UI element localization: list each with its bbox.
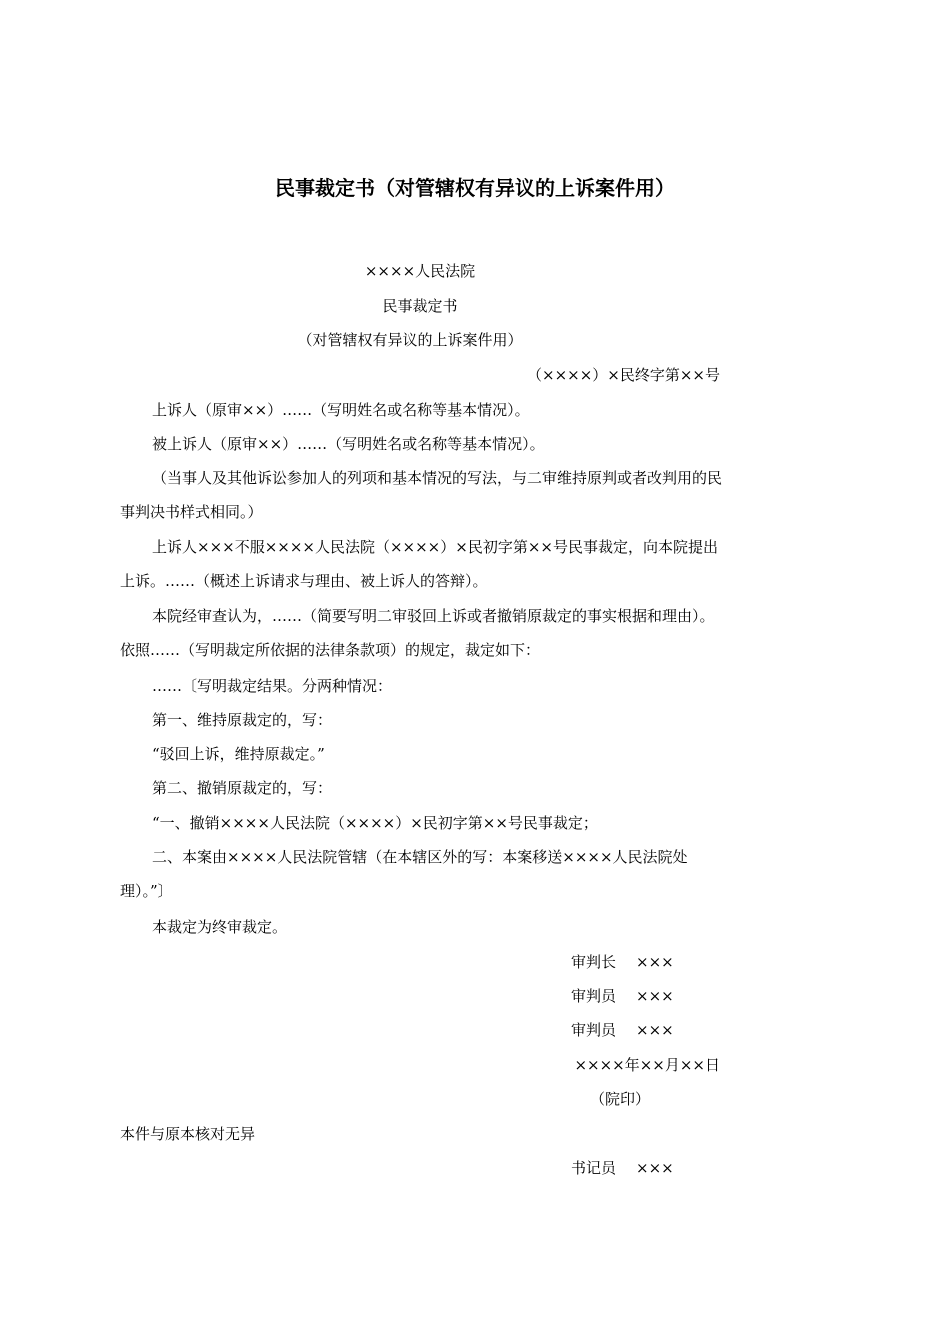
court-name: ××××人民法院 — [364, 262, 476, 280]
signature-name: ××× — [636, 987, 674, 1005]
case-one-text: “驳回上诉，维持原裁定。” — [152, 745, 325, 763]
verification-note: 本件与原本核对无异 — [120, 1125, 256, 1143]
signature-name: ××× — [636, 1159, 674, 1177]
case-two-paragraph: 第二、撤销原裁定的，写： — [152, 779, 333, 797]
case-two-item-two: 二、本案由××××人民法院管辖（在本辖区外的写：本案移送××××人民法院处理）。”〕 — [120, 848, 688, 900]
signature-clerk — [571, 1158, 674, 1178]
ruling-date: ××××年××月××日 — [574, 1056, 720, 1074]
appellant-paragraph: 上诉人（原审××）……（写明姓名或名称等基本情况）。 — [152, 401, 530, 419]
signature-name: ××× — [636, 953, 674, 971]
signature-presiding-judge — [571, 952, 674, 972]
appellee-paragraph: 被上诉人（原审××）……（写明姓名或名称等基本情况）。 — [152, 435, 545, 453]
court-seal: （院印） — [590, 1090, 651, 1108]
parties-note-paragraph: （当事人及其他诉讼参加人的列项和基本情况的写法，与二审维持原判或者改判用的民事判决书样式相同。） — [120, 469, 723, 521]
case-number: （××××）×民终字第××号 — [527, 366, 720, 384]
signature-role: 审判长 — [571, 953, 617, 971]
final-ruling-paragraph: 本裁定为终审裁定。 — [152, 918, 288, 936]
signature-name: ××× — [636, 1021, 674, 1039]
signature-judge-one — [571, 986, 674, 1006]
document-title: 民事裁定书（对管辖权有异议的上诉案件用） — [275, 176, 675, 200]
signature-role: 审判员 — [571, 1021, 617, 1039]
signature-role: 审判员 — [571, 987, 617, 1005]
document-subtitle: （对管辖权有异议的上诉案件用） — [297, 331, 523, 349]
appeal-paragraph: 上诉人×××不服××××人民法院（××××）×民初字第××号民事裁定，向本院提出上诉。……（概述上诉请求与理由、被上诉人的答辩）。 — [120, 538, 718, 590]
document-type: 民事裁定书 — [382, 297, 458, 315]
review-paragraph: 本院经审查认为，……（简要写明二审驳回上诉或者撤销原裁定的事实根据和理由）。依照……（写明裁定所依据的法律条款项）的规定，裁定如下： — [120, 607, 715, 659]
case-one-paragraph: 第一、维持原裁定的，写： — [152, 711, 333, 729]
signature-role: 书记员 — [571, 1159, 617, 1177]
case-two-item-one: “一、撤销××××人民法院（××××）×民初字第××号民事裁定； — [152, 814, 598, 832]
ruling-intro-paragraph: ……〔写明裁定结果。分两种情况： — [152, 677, 393, 695]
signature-judge-two — [571, 1020, 674, 1040]
